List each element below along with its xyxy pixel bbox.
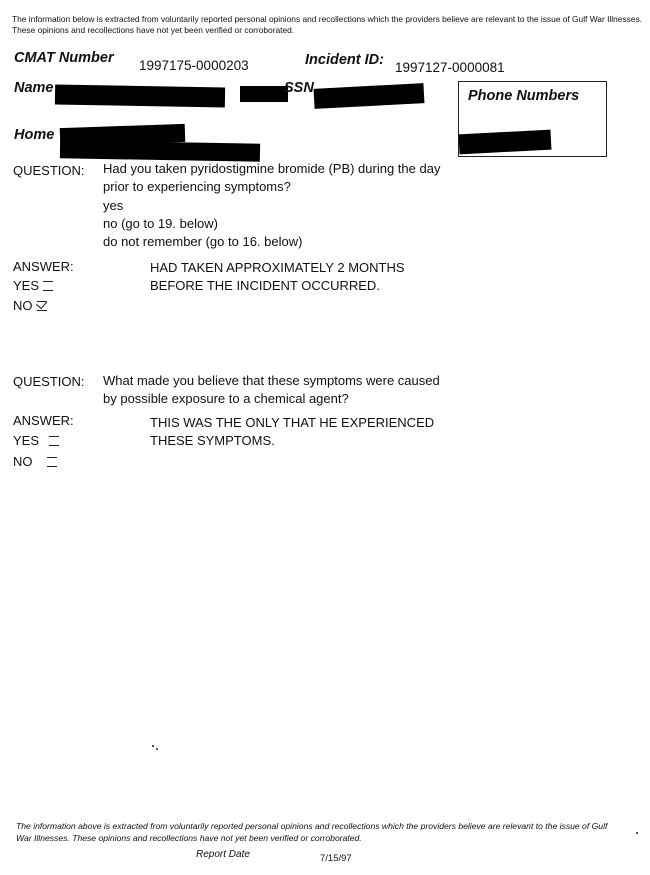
top-disclaimer: The information below is extracted from voluntarily reported personal opinions and recollections which the providers believe are relevant to the issue of Gulf War Illnesses. These opinions and recollections have not yet been verified or corroborated. [12,14,642,35]
q2-yes-label: YES [13,433,40,448]
report-date-label: Report Date [196,849,250,860]
q1-option-dont-remember: do not remember (go to 16. below) [103,234,303,249]
incident-id-label: Incident ID: [305,52,384,68]
ssn-prefix-redaction [240,86,288,102]
q2-no-label: NO [13,454,33,469]
home-label: Home [14,127,55,143]
cmat-number-value: 1997175-0000203 [139,58,249,73]
incident-id-value: 1997127-0000081 [395,60,505,75]
q1-option-no: no (go to 19. below) [103,216,218,231]
report-date-value: 7/15/97 [320,853,352,864]
q2-no-row [13,453,57,472]
bottom-disclaimer: The information above is extracted from voluntarily reported personal opinions and recollections which the providers believe are relevant to the issue of Gulf War Illnesses. These opinions and recollections have not yet been verified or corroborated. [16,821,608,843]
scan-speck [152,745,154,747]
q2-question-text-1: What made you believe that these symptoms were caused [103,373,440,388]
q1-yes-checkbox[interactable] [43,281,53,291]
q2-question-label: QUESTION: [13,374,85,389]
q1-option-yes: yes [103,198,124,213]
ssn-label: SSN [284,80,314,96]
q1-answer-label: ANSWER: [13,259,74,274]
name-redaction [55,85,225,108]
q2-yes-checkbox[interactable] [49,436,59,446]
scan-speck [156,748,158,750]
q2-yes-row [13,432,59,451]
phone-numbers-box [458,81,607,157]
q1-no-label: NO [13,298,33,313]
q1-answer-line-2: BEFORE THE INCIDENT OCCURRED. [150,278,380,293]
cmat-number-label: CMAT Number [14,50,114,66]
q1-question-text-1: Had you taken pyridostigmine bromide (PB) during the day [103,161,441,176]
q2-answer-line-1: THIS WAS THE ONLY THAT HE EXPERIENCED [150,415,435,430]
q1-no-row [13,297,47,316]
home-redaction-2 [60,140,260,161]
q2-no-checkbox[interactable] [47,457,57,467]
q1-yes-label: YES [13,278,40,293]
phone-numbers-label: Phone Numbers [468,88,580,104]
q1-question-label: QUESTION: [13,163,85,178]
q1-yes-row [13,277,53,296]
ssn-redaction [314,83,425,109]
q2-question-text-2: by possible exposure to a chemical agent? [103,391,349,406]
q1-answer-line-1: HAD TAKEN APPROXIMATELY 2 MONTHS [150,260,405,275]
phone-redaction [459,130,552,155]
scan-speck [636,832,638,834]
q1-no-checkbox[interactable] [37,301,47,311]
q2-answer-line-2: THESE SYMPTOMS. [150,433,275,448]
q2-answer-label: ANSWER: [13,413,74,428]
q1-question-text-2: prior to experiencing symptoms? [103,179,291,194]
name-label: Name [14,80,54,96]
